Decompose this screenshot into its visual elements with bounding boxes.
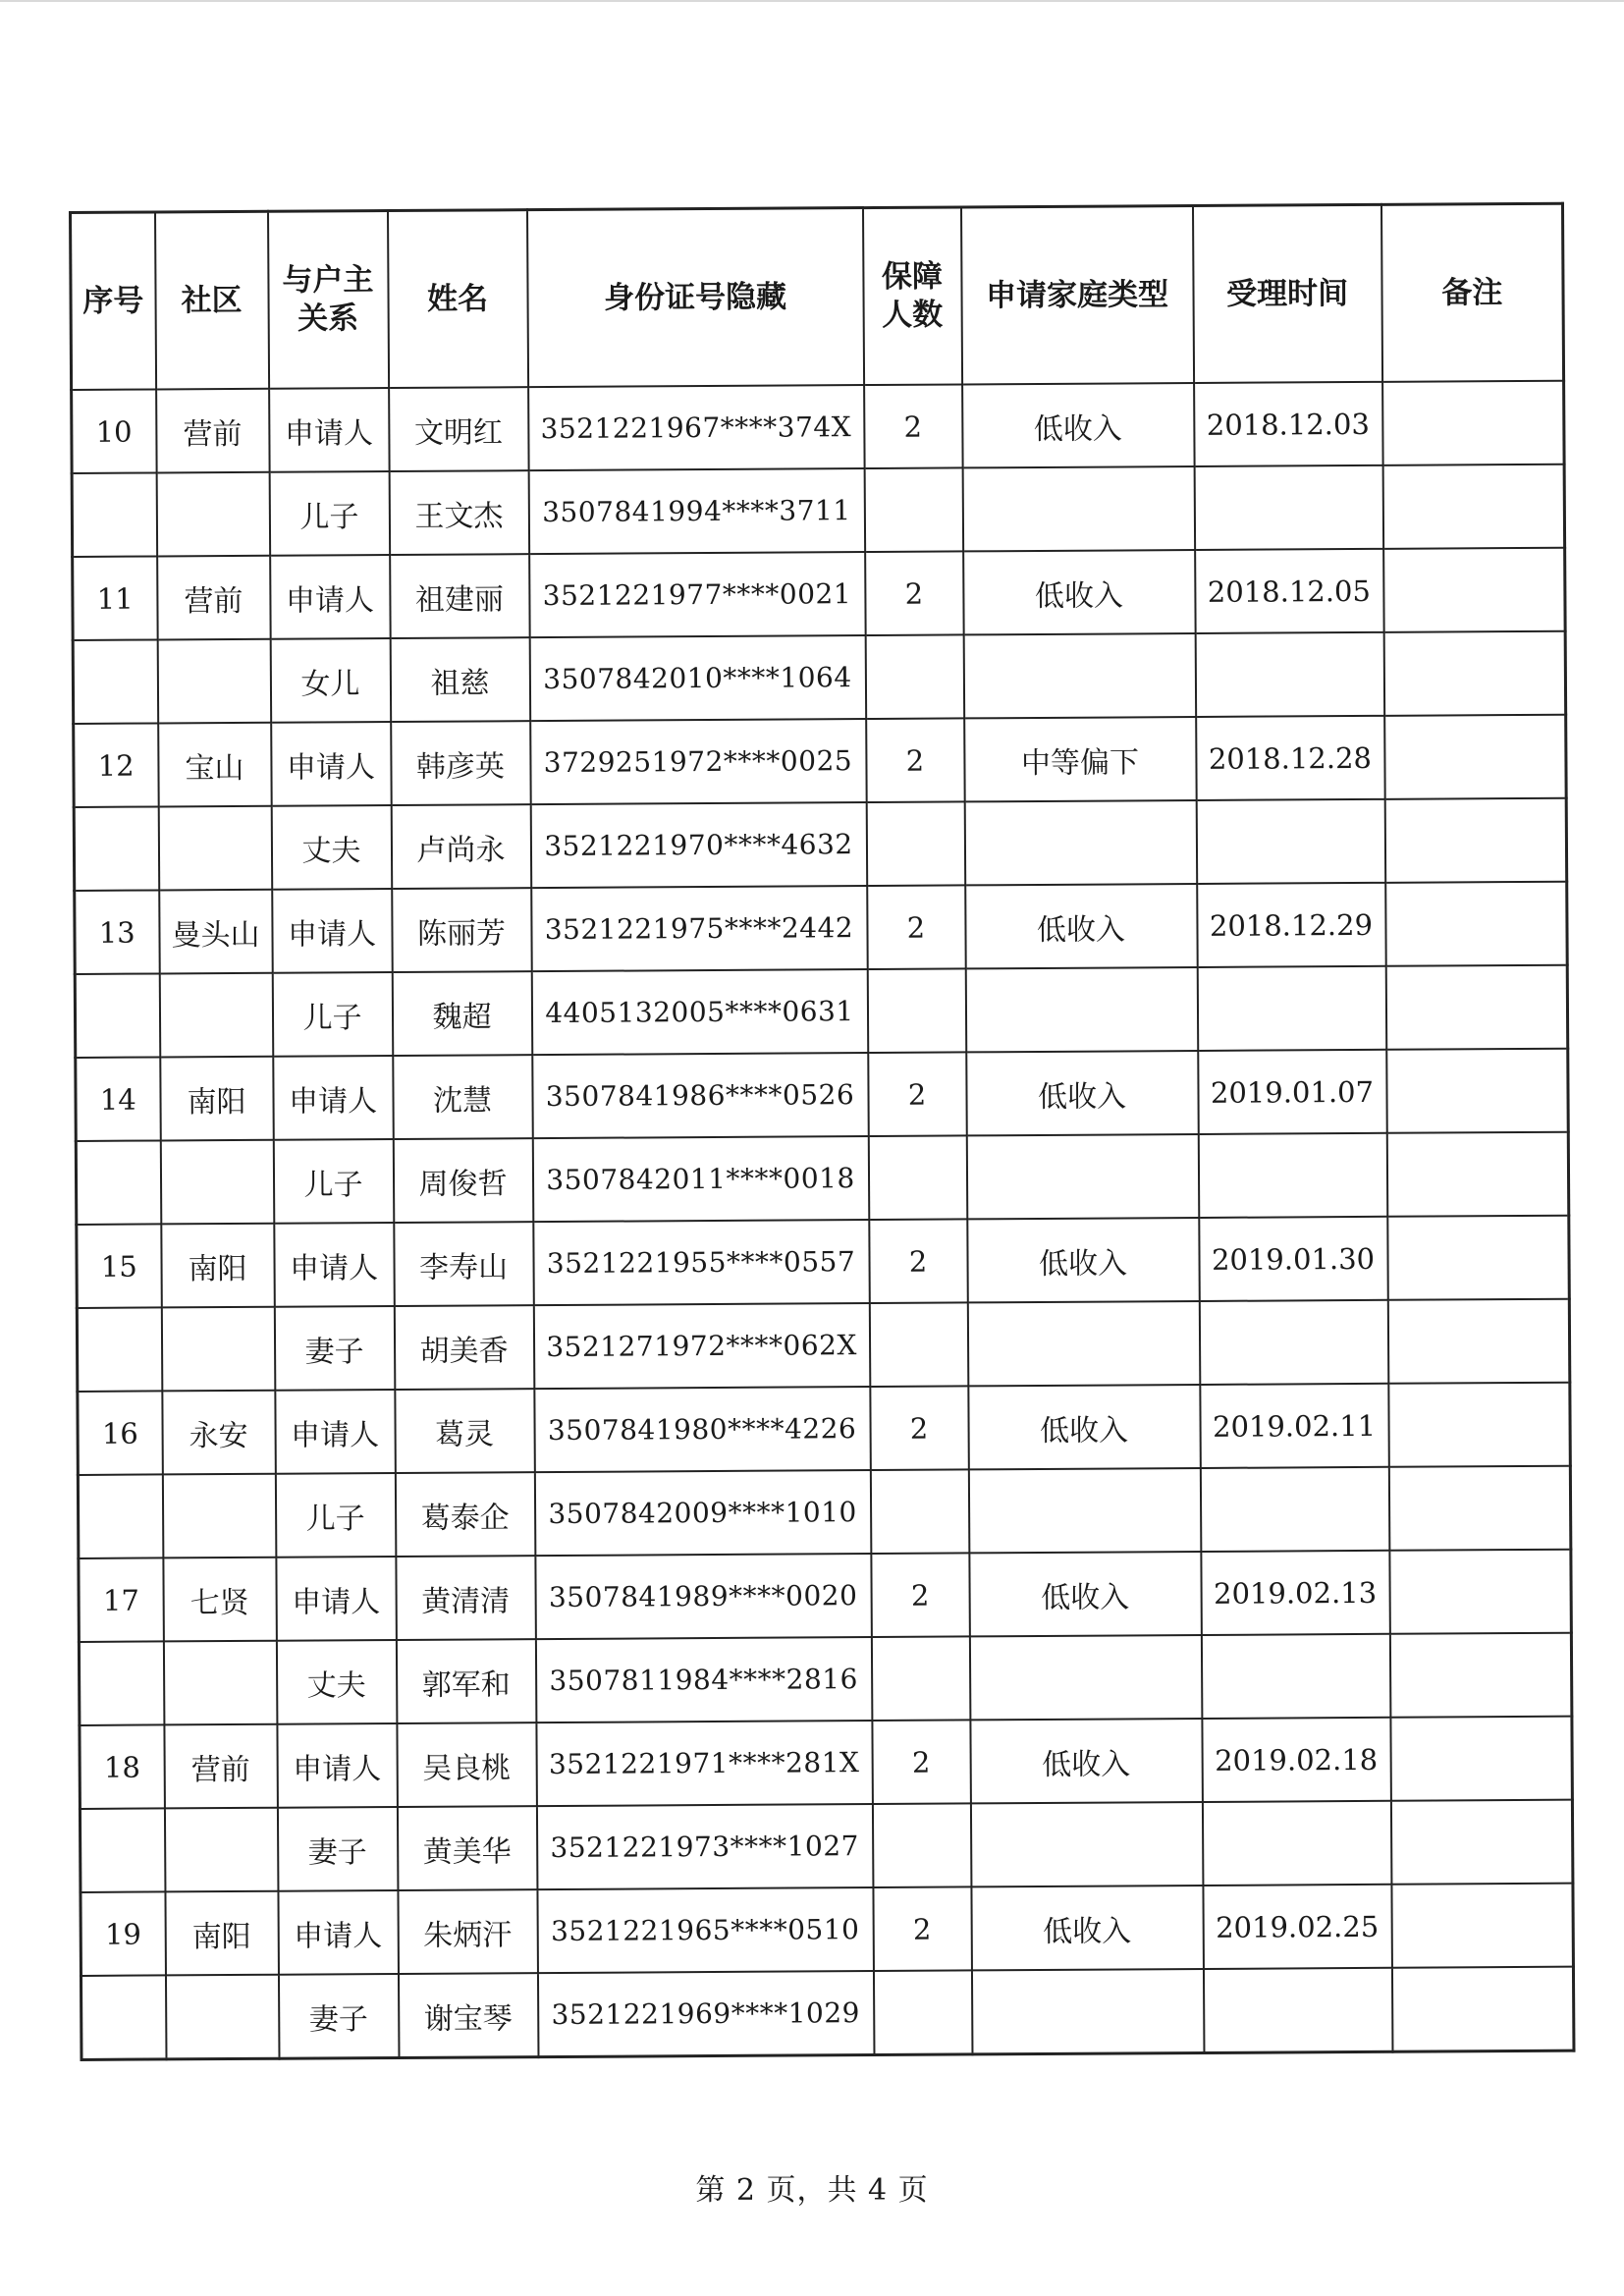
cell-persons: 2: [866, 718, 965, 802]
cell-relation: 申请人: [273, 1056, 394, 1140]
cell-family-type: 低收入: [967, 1218, 1200, 1302]
table-row-applicant: [78, 1383, 1570, 1475]
cell-name: 吴良桃: [397, 1722, 537, 1807]
cell-id-number: 3521221971****281X: [536, 1721, 873, 1806]
table-row-family-member: [76, 1132, 1568, 1225]
cell-name: 黄清清: [396, 1556, 536, 1640]
cell-community: 曼头山: [159, 890, 273, 974]
cell-seq-empty: [79, 1641, 164, 1725]
cell-accept-date: 2018.12.05: [1195, 549, 1384, 633]
cell-name: 沈慧: [393, 1055, 533, 1139]
cell-relation: 儿子: [272, 972, 393, 1057]
table-body: [72, 381, 1574, 2060]
cell-seq: 11: [73, 556, 158, 640]
cell-persons-empty: [865, 634, 964, 719]
cell-relation: 申请人: [276, 1557, 397, 1641]
header-family-type: 申请家庭类型: [960, 206, 1193, 385]
table-row-family-member: [79, 1633, 1571, 1725]
cell-remark: [1384, 715, 1567, 799]
cell-family-type-empty: [968, 1468, 1201, 1553]
cell-id-number: 3507842011****0018: [532, 1136, 869, 1222]
cell-persons: 2: [871, 1553, 970, 1637]
table-row-family-member: [74, 798, 1566, 891]
header-relation: 与户主 关系: [268, 211, 389, 389]
cell-persons-empty: [870, 1469, 969, 1554]
table-row-family-member: [75, 965, 1567, 1058]
cell-name: 文明红: [389, 387, 529, 471]
cell-name: 周俊哲: [393, 1138, 533, 1223]
cell-seq-empty: [75, 973, 160, 1058]
cell-family-type: 低收入: [965, 884, 1198, 968]
cell-relation: 丈夫: [271, 805, 392, 890]
cell-relation: 儿子: [275, 1473, 396, 1558]
cell-accept-date-empty: [1196, 799, 1385, 884]
table-row-applicant: [79, 1550, 1571, 1642]
cell-relation: 申请人: [269, 388, 390, 472]
cell-accept-date-empty: [1201, 1634, 1390, 1719]
cell-community-empty: [163, 1641, 277, 1725]
cell-family-type: 低收入: [968, 1385, 1201, 1469]
cell-persons: 2: [872, 1720, 971, 1804]
cell-id-number: 3521221969****1029: [537, 1971, 874, 2057]
cell-community-empty: [162, 1474, 276, 1558]
cell-community: 南阳: [161, 1224, 275, 1308]
cell-name: 李寿山: [394, 1222, 534, 1306]
cell-persons-empty: [869, 1302, 968, 1387]
cell-community: 永安: [162, 1391, 276, 1475]
cell-id-number: 3507841980****4226: [534, 1387, 871, 1472]
cell-relation: 申请人: [275, 1390, 396, 1474]
cell-relation: 申请人: [278, 1890, 399, 1975]
cell-remark: [1386, 1049, 1569, 1133]
cell-family-type: 低收入: [970, 1719, 1203, 1803]
cell-remark: [1387, 1216, 1570, 1300]
cell-seq-empty: [72, 472, 157, 557]
cell-remark: [1389, 1550, 1572, 1634]
cell-name: 葛灵: [395, 1389, 535, 1473]
table-row-applicant: [74, 715, 1566, 807]
cell-persons: 2: [864, 384, 963, 468]
cell-persons-empty: [872, 1803, 971, 1887]
cell-persons-empty: [864, 467, 963, 552]
cell-remark-empty: [1386, 1132, 1569, 1217]
cell-accept-date: 2018.12.28: [1196, 716, 1385, 800]
cell-remark: [1391, 1884, 1574, 1968]
cell-community-empty: [159, 973, 273, 1058]
cell-community: 营前: [156, 389, 270, 473]
cell-remark-empty: [1390, 1800, 1573, 1885]
cell-id-number: 3507841989****0020: [535, 1554, 872, 1639]
cell-relation: 儿子: [273, 1139, 394, 1224]
cell-accept-date: 2019.01.30: [1199, 1217, 1388, 1301]
cell-id-number: 3507841986****0526: [532, 1053, 869, 1138]
applicant-roster-table: [69, 202, 1575, 2061]
cell-seq-empty: [81, 1975, 166, 2059]
cell-family-type: 中等偏下: [964, 717, 1197, 801]
table-row-family-member: [80, 1800, 1572, 1892]
cell-persons: 2: [868, 1052, 967, 1136]
cell-name: 卢尚永: [391, 804, 531, 889]
cell-remark: [1383, 548, 1566, 632]
cell-id-number: 3521221973****1027: [536, 1804, 873, 1889]
cell-name: 祖建丽: [390, 554, 530, 638]
page-number-label: 第 2 页，共 4 页: [695, 2173, 929, 2208]
cell-community-empty: [160, 1140, 274, 1225]
cell-persons: 2: [870, 1386, 969, 1470]
cell-persons: 2: [867, 885, 966, 969]
cell-id-number: 3507842010****1064: [529, 635, 866, 721]
cell-family-type: 低收入: [969, 1552, 1202, 1636]
cell-community-empty: [158, 806, 272, 891]
cell-seq: 15: [77, 1224, 162, 1308]
table-row-applicant: [80, 1717, 1572, 1809]
table-row-applicant: [75, 882, 1567, 974]
cell-community: 宝山: [158, 723, 272, 807]
cell-relation: 申请人: [274, 1223, 395, 1307]
cell-accept-date: 2019.02.25: [1203, 1885, 1392, 1969]
cell-relation: 申请人: [271, 722, 392, 806]
table-row-applicant: [72, 381, 1564, 473]
cell-persons-empty: [868, 1135, 967, 1220]
cell-name: 陈丽芳: [392, 888, 532, 972]
cell-relation: 申请人: [272, 889, 393, 973]
cell-persons-empty: [867, 968, 966, 1053]
cell-name: 谢宝琴: [398, 1973, 538, 2057]
header-name: 姓名: [388, 210, 528, 388]
cell-name: 黄美华: [397, 1806, 537, 1890]
cell-community: 营前: [157, 556, 271, 640]
cell-family-type-empty: [962, 466, 1195, 551]
cell-relation: 申请人: [270, 555, 391, 639]
header-accept-date: 受理时间: [1192, 204, 1381, 383]
cell-community: 七贤: [163, 1558, 277, 1642]
scan-top-edge: [0, 0, 1624, 2]
cell-name: 葛泰企: [395, 1472, 535, 1557]
cell-family-type: 低收入: [966, 1051, 1199, 1135]
cell-name: 胡美香: [394, 1305, 534, 1390]
cell-relation: 妻子: [274, 1306, 395, 1391]
cell-seq-empty: [77, 1307, 162, 1392]
cell-id-number: 3729251972****0025: [530, 719, 867, 804]
cell-family-type-empty: [966, 1134, 1199, 1219]
cell-seq: 17: [79, 1558, 164, 1642]
table-row-applicant: [73, 548, 1565, 640]
cell-remark: [1388, 1383, 1571, 1467]
cell-id-number: 3521221970****4632: [530, 802, 867, 888]
cell-seq: 19: [81, 1891, 166, 1976]
header-community: 社区: [155, 211, 269, 389]
table-row-family-member: [72, 465, 1564, 557]
cell-seq: 18: [80, 1724, 165, 1809]
cell-community-empty: [161, 1307, 275, 1392]
cell-community-empty: [164, 1808, 278, 1892]
cell-family-type-empty: [963, 633, 1196, 718]
cell-accept-date-empty: [1202, 1801, 1391, 1886]
cell-persons: 2: [869, 1219, 968, 1303]
cell-family-type-empty: [965, 967, 1198, 1052]
cell-seq-empty: [76, 1140, 161, 1225]
cell-name: 郭军和: [396, 1639, 536, 1723]
cell-seq: 14: [76, 1057, 161, 1141]
table-header-row: [71, 203, 1564, 390]
cell-accept-date-empty: [1197, 966, 1386, 1051]
cell-relation: 丈夫: [276, 1640, 397, 1724]
header-seq: 序号: [71, 212, 156, 390]
cell-accept-date-empty: [1198, 1133, 1387, 1218]
cell-id-number: 3521221977****0021: [529, 552, 866, 637]
cell-family-type: 低收入: [963, 550, 1196, 634]
cell-id-number: 3507811984****2816: [535, 1637, 872, 1722]
cell-name: 韩彦英: [391, 721, 531, 805]
cell-seq-empty: [78, 1474, 163, 1558]
cell-relation: 儿子: [269, 471, 390, 556]
cell-id-number: 3521271972****062X: [533, 1303, 870, 1389]
cell-relation: 妻子: [278, 1974, 399, 2058]
table-row-applicant: [77, 1216, 1569, 1308]
cell-accept-date: 2019.02.18: [1202, 1718, 1391, 1802]
cell-community-empty: [165, 1975, 279, 2059]
cell-community: 南阳: [160, 1057, 274, 1141]
table-row-family-member: [81, 1967, 1573, 2060]
cell-accept-date-empty: [1195, 632, 1384, 717]
cell-accept-date: 2019.02.11: [1200, 1384, 1389, 1468]
cell-name: 王文杰: [389, 470, 529, 555]
page-number-footer: [0, 2165, 1624, 2209]
table-row-family-member: [73, 631, 1565, 724]
cell-remark-empty: [1388, 1466, 1571, 1551]
cell-id-number: 3521221965****0510: [537, 1887, 874, 1973]
cell-remark-empty: [1382, 465, 1565, 549]
cell-accept-date-empty: [1199, 1300, 1388, 1385]
cell-seq: 12: [74, 723, 159, 807]
cell-id-number: 3521221967****374X: [528, 385, 865, 470]
cell-family-type-empty: [967, 1301, 1200, 1386]
cell-seq: 10: [72, 389, 157, 473]
cell-name: 朱炳汗: [398, 1889, 538, 1974]
cell-id-number: 3507841994****3711: [528, 468, 865, 554]
cell-remark-empty: [1387, 1299, 1570, 1384]
cell-community: 营前: [164, 1724, 278, 1809]
cell-id-number: 3521221955****0557: [533, 1220, 870, 1305]
cell-community: 南阳: [165, 1891, 279, 1976]
cell-seq: 13: [75, 890, 160, 974]
cell-id-number: 3521221975****2442: [531, 886, 868, 971]
header-remark: 备注: [1380, 203, 1563, 382]
cell-persons: 2: [873, 1886, 972, 1971]
cell-accept-date-empty: [1194, 465, 1383, 550]
cell-accept-date-empty: [1200, 1467, 1389, 1552]
table-row-applicant: [81, 1884, 1573, 1976]
cell-relation: 申请人: [277, 1723, 398, 1808]
cell-accept-date: 2018.12.29: [1197, 883, 1386, 967]
cell-community-empty: [157, 639, 271, 724]
cell-remark-empty: [1385, 965, 1568, 1050]
table-row-family-member: [78, 1466, 1570, 1558]
cell-persons-empty: [866, 801, 965, 886]
cell-persons-empty: [873, 1970, 972, 2054]
cell-name: 祖慈: [390, 637, 530, 722]
cell-seq-empty: [80, 1808, 165, 1892]
cell-id-number: 4405132005****0631: [531, 969, 868, 1055]
cell-remark-empty: [1389, 1633, 1572, 1718]
cell-seq: 16: [78, 1391, 163, 1475]
cell-accept-date-empty: [1203, 1968, 1392, 2053]
cell-seq-empty: [74, 806, 159, 891]
cell-name: 魏超: [392, 971, 532, 1056]
cell-family-type: 低收入: [971, 1886, 1204, 1970]
cell-id-number: 3507842009****1010: [534, 1470, 871, 1556]
cell-relation: 女儿: [270, 638, 391, 723]
cell-remark-empty: [1383, 631, 1566, 716]
cell-community-empty: [156, 472, 270, 557]
cell-family-type-empty: [970, 1802, 1203, 1886]
header-id-number: 身份证号隐藏: [527, 208, 864, 388]
cell-remark-empty: [1384, 798, 1567, 883]
cell-persons-empty: [871, 1636, 970, 1721]
header-persons: 保障 人数: [862, 207, 961, 385]
table-row-applicant: [76, 1049, 1568, 1141]
cell-accept-date: 2018.12.03: [1194, 382, 1383, 466]
cell-remark: [1390, 1717, 1573, 1801]
cell-accept-date: 2019.01.07: [1198, 1050, 1387, 1134]
cell-remark: [1385, 882, 1568, 966]
table-row-family-member: [77, 1299, 1569, 1392]
cell-family-type-empty: [964, 800, 1197, 885]
cell-remark-empty: [1391, 1967, 1574, 2052]
cell-persons: 2: [865, 551, 964, 635]
cell-relation: 妻子: [277, 1807, 398, 1891]
cell-seq-empty: [73, 639, 158, 724]
cell-family-type-empty: [969, 1635, 1202, 1720]
cell-accept-date: 2019.02.13: [1201, 1551, 1390, 1635]
cell-family-type-empty: [971, 1969, 1204, 2054]
cell-family-type: 低收入: [962, 383, 1195, 467]
cell-remark: [1382, 381, 1565, 465]
